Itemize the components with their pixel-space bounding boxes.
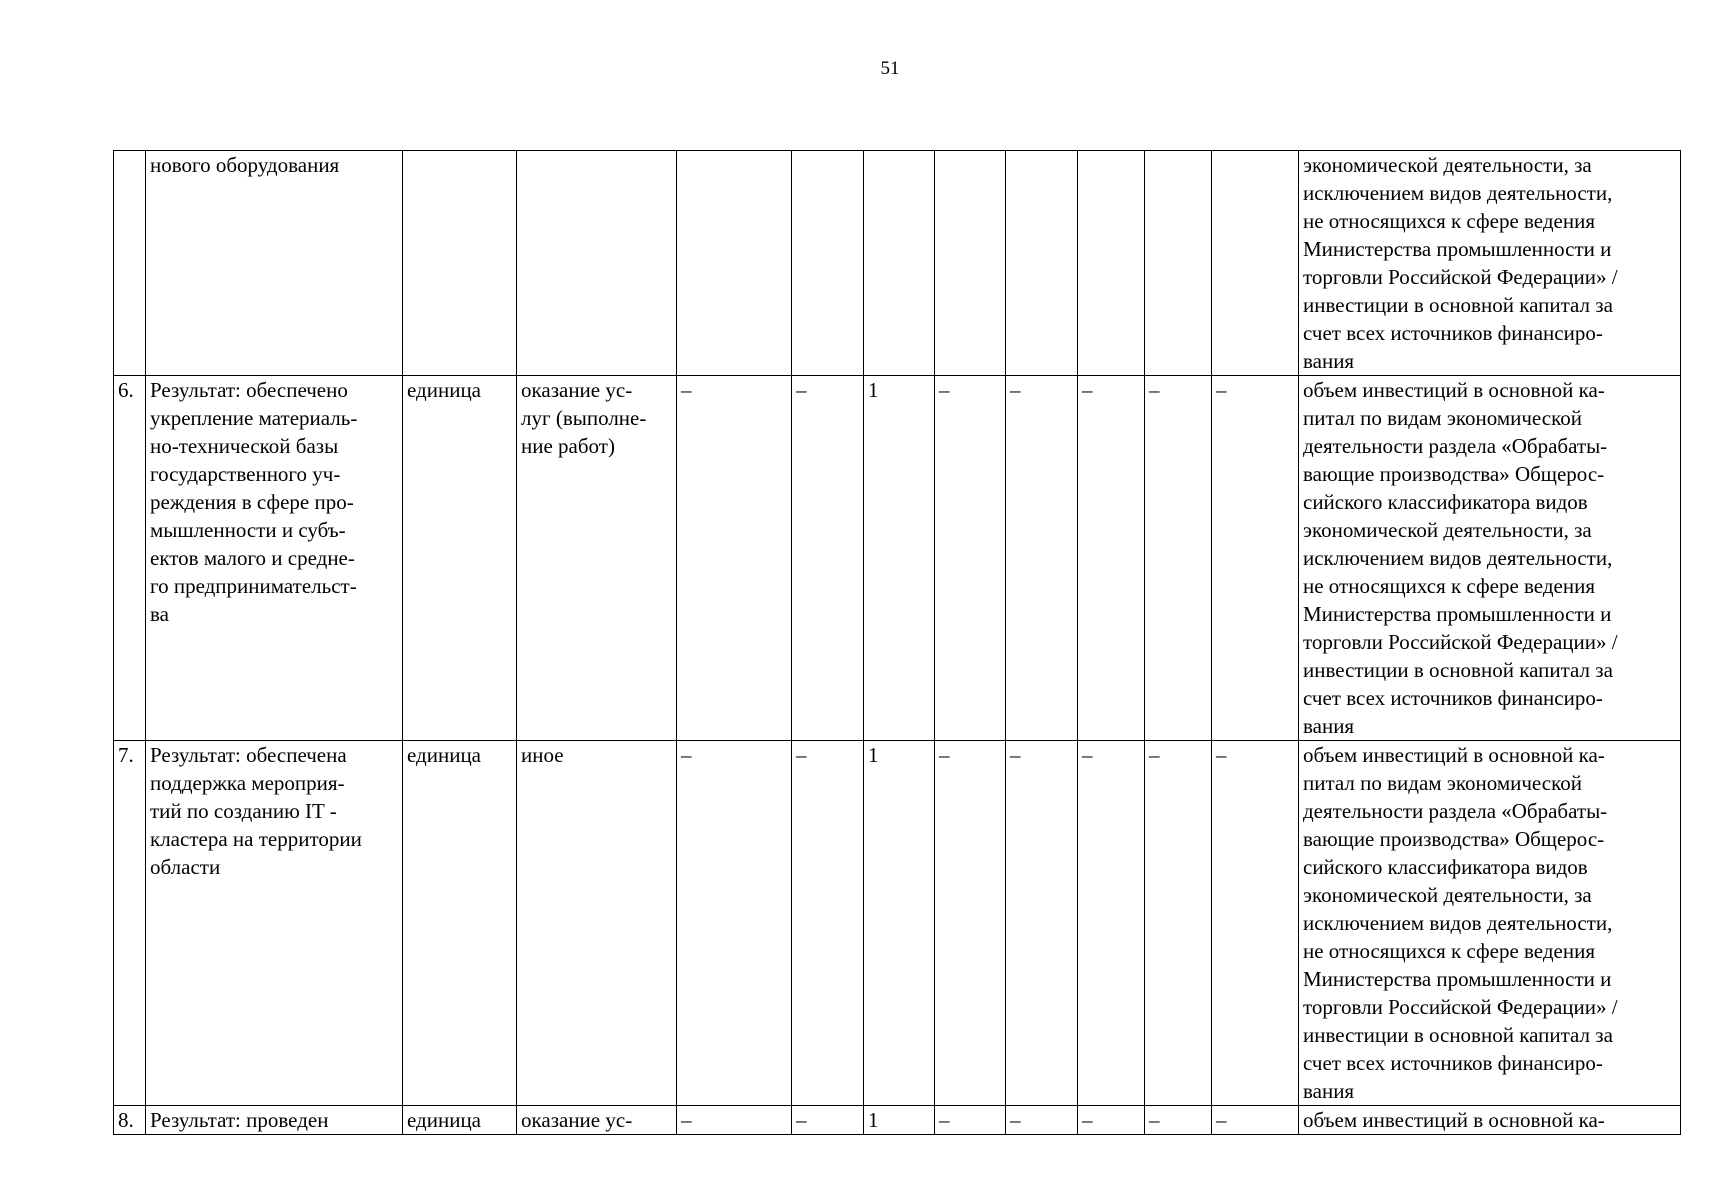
value-cell-3 (864, 151, 935, 376)
unit-cell: единица (403, 376, 517, 741)
value-cell-5: – (1006, 1106, 1078, 1135)
value-cell-4: – (935, 741, 1006, 1106)
table-row (114, 151, 1681, 376)
table-row (114, 741, 1681, 1106)
indicator-cell: объем инвестиций в основной ка- питал по видам экономической деятельности раздела «Обрабаты- вающие производства» Общерос- сийского классификатора видов экономической деятельности, за исключением видов деятельности, не относящихся к сфере ведения Министерства промышленности и торговли Российской Федерации» / инвестиции в основной капитал за счет всех источников финансиро- вания (1299, 376, 1681, 741)
indicator-cell: экономической деятельности, за исключением видов деятельности, не относящихся к сфере ведения Министерства промышленности и торговли Российской Федерации» / инвестиции в основной капитал за счет всех источников финансиро- вания (1299, 151, 1681, 376)
indicator-cell: объем инвестиций в основной ка- питал по видам экономической деятельности раздела «Обрабаты- вающие производства» Общерос- сийского классификатора видов экономической деятельности, за исключением видов деятельности, не относящихся к сфере ведения Министерства промышленности и торговли Российской Федерации» / инвестиции в основной капитал за счет всех источников финансиро- вания (1299, 741, 1681, 1106)
result-name-cell: Результат: обеспечено укрепление материаль- но-технической базы государственного уч- реждения в сфере про- мышленности и субъ- ектов малого и средне- го предпринимательст- ва (146, 376, 403, 741)
value-cell-3: 1 (864, 1106, 935, 1135)
row-number-cell (114, 151, 146, 376)
indicator-cell: объем инвестиций в основной ка- (1299, 1106, 1681, 1135)
results-table (113, 150, 1681, 1135)
value-cell-1: – (677, 376, 792, 741)
unit-cell: единица (403, 741, 517, 1106)
value-cell-7: – (1145, 1106, 1212, 1135)
row-number-cell: 8. (114, 1106, 146, 1135)
value-cell-7: – (1145, 741, 1212, 1106)
value-cell-2 (792, 151, 864, 376)
value-cell-2: – (792, 1106, 864, 1135)
value-cell-3: 1 (864, 376, 935, 741)
value-cell-4: – (935, 1106, 1006, 1135)
value-cell-7 (1145, 151, 1212, 376)
unit-cell: единица (403, 1106, 517, 1135)
value-cell-6: – (1078, 741, 1145, 1106)
value-cell-6 (1078, 151, 1145, 376)
value-cell-4: – (935, 376, 1006, 741)
value-cell-2: – (792, 376, 864, 741)
value-cell-1: – (677, 741, 792, 1106)
value-cell-7: – (1145, 376, 1212, 741)
row-number-cell: 6. (114, 376, 146, 741)
row-number-cell: 7. (114, 741, 146, 1106)
value-cell-6: – (1078, 1106, 1145, 1135)
value-cell-3: 1 (864, 741, 935, 1106)
unit-cell (403, 151, 517, 376)
value-cell-4 (935, 151, 1006, 376)
value-cell-5: – (1006, 741, 1078, 1106)
value-cell-8: – (1212, 1106, 1299, 1135)
type-cell: оказание ус- (517, 1106, 677, 1135)
value-cell-8: – (1212, 376, 1299, 741)
value-cell-1: – (677, 1106, 792, 1135)
value-cell-6: – (1078, 376, 1145, 741)
type-cell: иное (517, 741, 677, 1106)
result-name-cell: Результат: обеспечена поддержка мероприя- тий по созданию IT - кластера на территории области (146, 741, 403, 1106)
value-cell-8 (1212, 151, 1299, 376)
value-cell-2: – (792, 741, 864, 1106)
value-cell-5 (1006, 151, 1078, 376)
type-cell: оказание ус- луг (выполне- ние работ) (517, 376, 677, 741)
table-row (114, 376, 1681, 741)
value-cell-8: – (1212, 741, 1299, 1106)
result-name-cell: нового оборудования (146, 151, 403, 376)
value-cell-5: – (1006, 376, 1078, 741)
table-row (114, 1106, 1681, 1135)
page-number: 51 (880, 58, 900, 79)
result-name-cell: Результат: проведен (146, 1106, 403, 1135)
value-cell-1 (677, 151, 792, 376)
type-cell (517, 151, 677, 376)
